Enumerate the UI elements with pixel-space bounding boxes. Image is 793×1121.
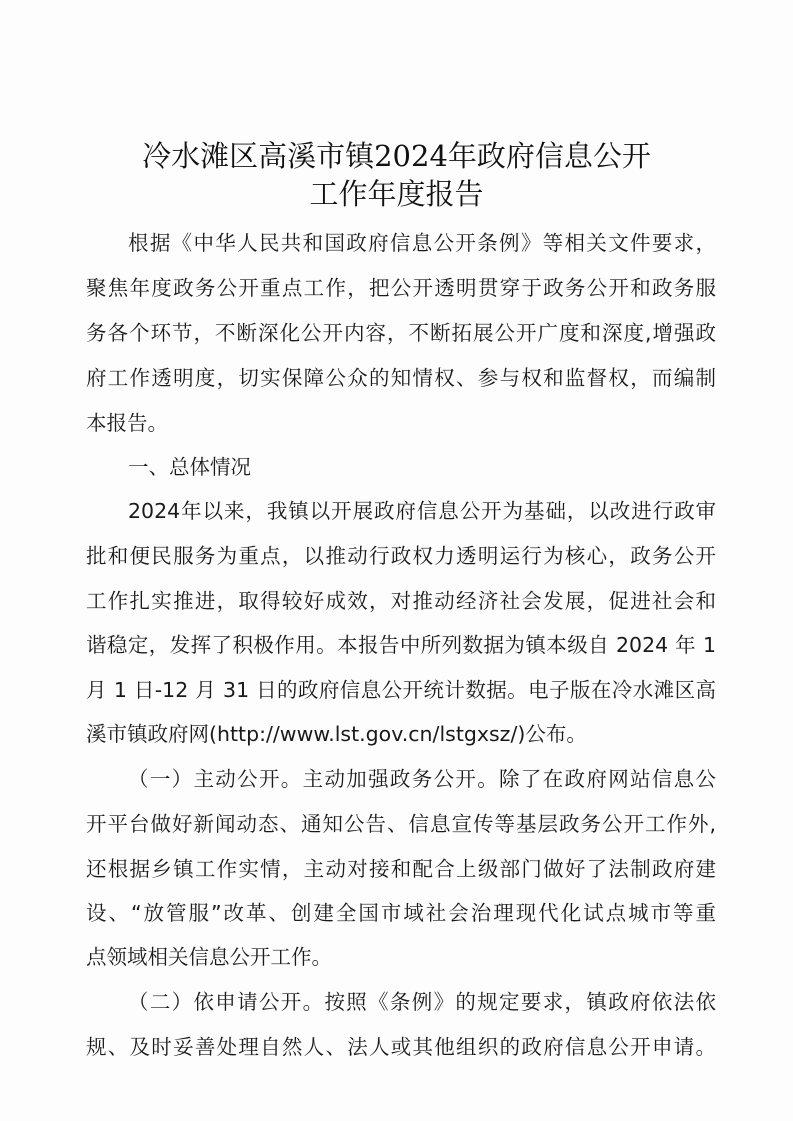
paragraph-overview-line: 批和便民服务为重点，以推动行政权力透明运行为核心，政务公开 bbox=[86, 544, 716, 568]
paragraph-active-disclosure-line: 点领域相关信息公开工作。 bbox=[86, 945, 332, 969]
paragraph-intro-line: 本报告。 bbox=[86, 411, 168, 435]
paragraph-overview-line: 溪市镇政府网(http://www.lst.gov.cn/lstgxsz/)公布。 bbox=[86, 722, 587, 746]
paragraph-overview-line: 谐稳定，发挥了积极作用。本报告中所列数据为镇本级自 2024 年 1 bbox=[86, 633, 716, 657]
paragraph-intro-line: 聚焦年度政务公开重点工作，把公开透明贯穿于政务公开和政务服 bbox=[86, 276, 716, 300]
paragraph-overview-line: 工作扎实推进，取得较好成效，对推动经济社会发展，促进社会和 bbox=[86, 589, 716, 613]
paragraph-intro-line: 府工作透明度，切实保障公众的知情权、参与权和监督权，而编制 bbox=[86, 366, 716, 390]
paragraph-on-request-line: （二）依申请公开。按照《条例》的规定要求，镇政府依法依 bbox=[128, 990, 716, 1014]
paragraph-intro-line: 务各个环节，不断深化公开内容，不断拓展公开广度和深度,增强政 bbox=[86, 321, 716, 345]
paragraph-overview-line: 2024年以来，我镇以开展政府信息公开为基础，以改进行政审 bbox=[128, 499, 716, 523]
paragraph-intro-line: 根据《中华人民共和国政府信息公开条例》等相关文件要求， bbox=[128, 231, 716, 255]
document-title-line-2: 工作年度报告 bbox=[309, 177, 484, 211]
paragraph-overview-line: 月 1 日-12 月 31 日的政府信息公开统计数据。电子版在冷水滩区高 bbox=[86, 678, 716, 702]
paragraph-active-disclosure-line: 还根据乡镇工作实情，主动对接和配合上级部门做好了法制政府建 bbox=[86, 857, 716, 881]
paragraph-active-disclosure-line: （一）主动公开。主动加强政务公开。除了在政府网站信息公 bbox=[128, 767, 716, 791]
document-title-line-1: 冷水滩区高溪市镇2024年政府信息公开 bbox=[142, 139, 651, 173]
paragraph-active-disclosure-line: 开平台做好新闻动态、通知公告、信息宣传等基层政务公开工作外, bbox=[86, 812, 716, 836]
section-heading-overview: 一、总体情况 bbox=[128, 455, 251, 479]
paragraph-active-disclosure-line: 设、“放管服”改革、创建全国市域社会治理现代化试点城市等重 bbox=[86, 901, 716, 925]
paragraph-on-request-line: 规、及时妥善处理自然人、法人或其他组织的政府信息公开申请。 bbox=[86, 1035, 716, 1059]
